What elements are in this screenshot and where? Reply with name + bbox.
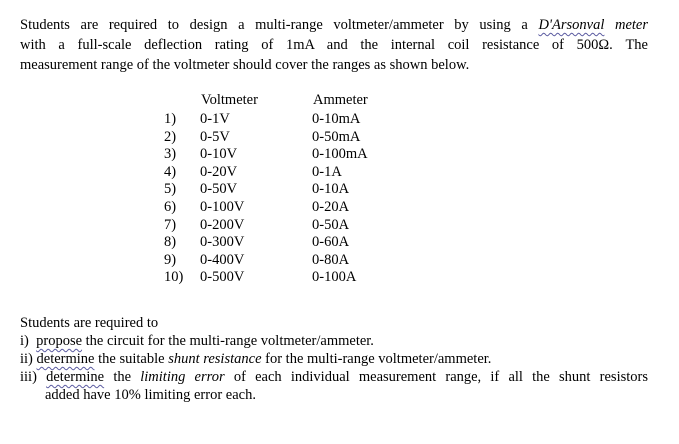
task-term: limiting error bbox=[140, 369, 225, 385]
tasks-lead: Students are required to bbox=[20, 315, 159, 331]
intro-line-3: measurement range of the voltmeter should cover the ranges as shown below. bbox=[20, 57, 470, 73]
row-number: 7) bbox=[164, 216, 177, 233]
ammeter-range: 0-100A bbox=[312, 269, 357, 286]
ammeter-range: 0-100mA bbox=[312, 146, 368, 163]
voltmeter-range: 0-5V bbox=[200, 128, 230, 145]
voltmeter-range: 0-20V bbox=[200, 163, 238, 180]
intro-line-2: with a full-scale deflection rating of 1mA and the internal coil resistance of 500Ω. The bbox=[20, 37, 648, 53]
intro-text: Students are required to design a multi-range voltmeter/ammeter by using a bbox=[20, 17, 528, 33]
task-label: iii) bbox=[20, 369, 37, 385]
ammeter-range: 0-50A bbox=[312, 216, 350, 233]
meter-name: D'Arsonval bbox=[538, 17, 605, 33]
voltmeter-range: 0-400V bbox=[200, 251, 245, 268]
task-text: the bbox=[113, 369, 132, 385]
task-item-1 bbox=[20, 332, 648, 350]
task-text: the suitable bbox=[98, 351, 165, 367]
task-text: the circuit for the multi-range voltmeter/ammeter. bbox=[85, 333, 374, 349]
voltmeter-range: 0-1V bbox=[200, 111, 230, 127]
ammeter-range: 0-60A bbox=[312, 234, 350, 251]
task-label: ii) bbox=[20, 351, 33, 367]
row-number: 2) bbox=[164, 128, 177, 145]
row-number: 6) bbox=[164, 199, 177, 215]
voltmeter-range: 0-100V bbox=[200, 199, 245, 215]
task-text: of each individual measurement range, if all the shunt resistors bbox=[233, 369, 648, 385]
task-item-3 bbox=[20, 368, 648, 386]
row-number: 4) bbox=[164, 163, 177, 180]
voltmeter-range: 0-50V bbox=[200, 181, 238, 198]
intro-line-1 bbox=[20, 15, 648, 35]
ammeter-range: 0-50mA bbox=[312, 128, 361, 145]
task-item-3-continued: added have 10% limiting error each. bbox=[45, 387, 256, 403]
task-verb: determine bbox=[46, 369, 105, 385]
tasks-section bbox=[20, 314, 648, 404]
ammeter-range: 0-80A bbox=[312, 251, 350, 268]
task-verb: determine bbox=[36, 351, 95, 367]
row-number: 8) bbox=[164, 234, 177, 251]
voltmeter-range: 0-200V bbox=[200, 216, 245, 233]
voltmeter-range: 0-500V bbox=[200, 269, 245, 286]
row-number: 5) bbox=[164, 181, 177, 198]
intro-paragraph bbox=[20, 15, 648, 75]
task-label: i) bbox=[20, 333, 29, 349]
ammeter-range: 0-10mA bbox=[312, 111, 361, 127]
task-term: shunt resistance bbox=[168, 351, 262, 367]
task-item-2 bbox=[20, 350, 648, 368]
ammeter-header: Ammeter bbox=[313, 92, 368, 108]
row-number: 10) bbox=[164, 269, 184, 286]
ammeter-range: 0-10A bbox=[312, 181, 350, 198]
ammeter-range: 0-1A bbox=[312, 163, 342, 180]
voltmeter-range: 0-300V bbox=[200, 234, 245, 251]
task-verb: propose bbox=[36, 333, 83, 349]
ammeter-range: 0-20A bbox=[312, 199, 350, 215]
task-text: for the multi-range voltmeter/ammeter. bbox=[265, 351, 492, 367]
row-number: 1) bbox=[164, 111, 177, 127]
row-number: 3) bbox=[164, 146, 177, 163]
voltmeter-header: Voltmeter bbox=[201, 92, 258, 108]
voltmeter-range: 0-10V bbox=[200, 146, 238, 163]
meter-word: meter bbox=[615, 17, 649, 33]
row-number: 9) bbox=[164, 251, 177, 268]
